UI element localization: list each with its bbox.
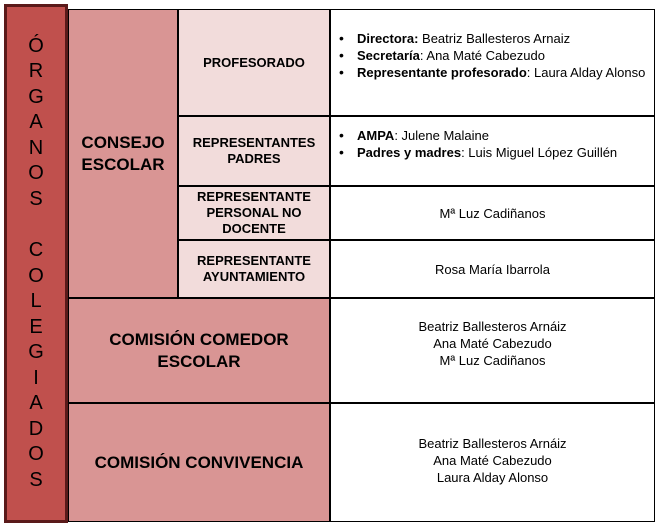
sidebar-letter: O [28,162,44,185]
profesorado-label: PROFESORADO [203,54,305,70]
padres-members-cell [330,116,655,186]
sidebar-letter: D [28,417,44,440]
sidebar-letter: N [28,136,44,159]
consejo-escolar-header [68,9,178,298]
sidebar-letter: S [29,187,43,210]
sidebar-letter: L [30,290,42,313]
convivencia-members-cell [330,403,655,522]
list-item: • Representante profesorado: Laura Alday Alonso [331,64,646,81]
comision-comedor-header [68,298,330,403]
comedor-members [418,318,566,369]
ayuntamiento-label-cell [178,240,330,298]
sidebar-word-organos [28,34,44,213]
personal-label-line1: REPRESENTANTE [197,189,311,204]
representantes-padres-label-cell [178,116,330,186]
ayuntamiento-label-line2: AYUNTAMIENTO [202,269,306,284]
sidebar-word-colegiados [28,238,44,493]
sidebar-letter: A [29,111,43,134]
convivencia-title: COMISIÓN CONVIVENCIA [94,452,304,472]
padres-label-line1: REPRESENTANTES [192,135,316,150]
comedor-members-cell [330,298,655,403]
profesorado-list [331,30,646,81]
sidebar-letter: S [29,468,43,491]
member-name: Laura Alday Alonso [436,470,549,485]
ayuntamiento-value: Rosa María Ibarrola [435,261,550,277]
convivencia-members [418,435,566,486]
profesorado-label-cell [178,9,330,116]
comedor-title-line2: ESCOLAR [157,351,241,371]
member-name: Ana Maté Cabezudo [433,453,552,468]
personal-value: Mª Luz Cadiñanos [439,205,546,221]
sidebar-letter: O [28,443,44,466]
personal-value-cell [330,186,655,240]
list-item: • Secretaría: Ana Maté Cabezudo [331,47,646,64]
sidebar-letter: R [28,60,44,83]
consejo-title-line2: ESCOLAR [81,154,165,174]
ayuntamiento-label-line1: REPRESENTANTE [197,253,311,268]
member-name: Mª Luz Cadiñanos [439,353,546,368]
padres-label-line2: PADRES [227,151,281,166]
list-item: • AMPA: Julene Malaine [331,127,634,144]
member-name: Beatriz Ballesteros Arnáiz [418,319,567,334]
sidebar-letter: E [29,315,43,338]
organos-colegiados-sidebar [4,4,68,523]
personal-label-line3: DOCENTE [222,221,286,236]
sidebar-letter: G [28,85,44,108]
sidebar-letter: Ó [28,34,44,57]
consejo-title-line1: CONSEJO [81,132,165,152]
ayuntamiento-value-cell [330,240,655,298]
personal-label-line2: PERSONAL NO [206,205,302,220]
member-name: Beatriz Ballesteros Arnáiz [418,436,567,451]
sidebar-letter: C [28,239,44,262]
padres-list [331,127,634,161]
sidebar-letter: O [28,264,44,287]
list-item: • Directora: Beatriz Ballesteros Arnaiz [331,30,646,47]
personal-no-docente-label-cell [178,186,330,240]
sidebar-letter: A [29,392,43,415]
profesorado-members-cell [330,9,655,116]
sidebar-letter: I [33,366,39,389]
comedor-title-line1: COMISIÓN COMEDOR [109,329,289,349]
list-item: • Padres y madres: Luis Miguel López Guillén [331,144,634,161]
sidebar-letter: G [28,341,44,364]
comision-convivencia-header [68,403,330,522]
member-name: Ana Maté Cabezudo [433,336,552,351]
